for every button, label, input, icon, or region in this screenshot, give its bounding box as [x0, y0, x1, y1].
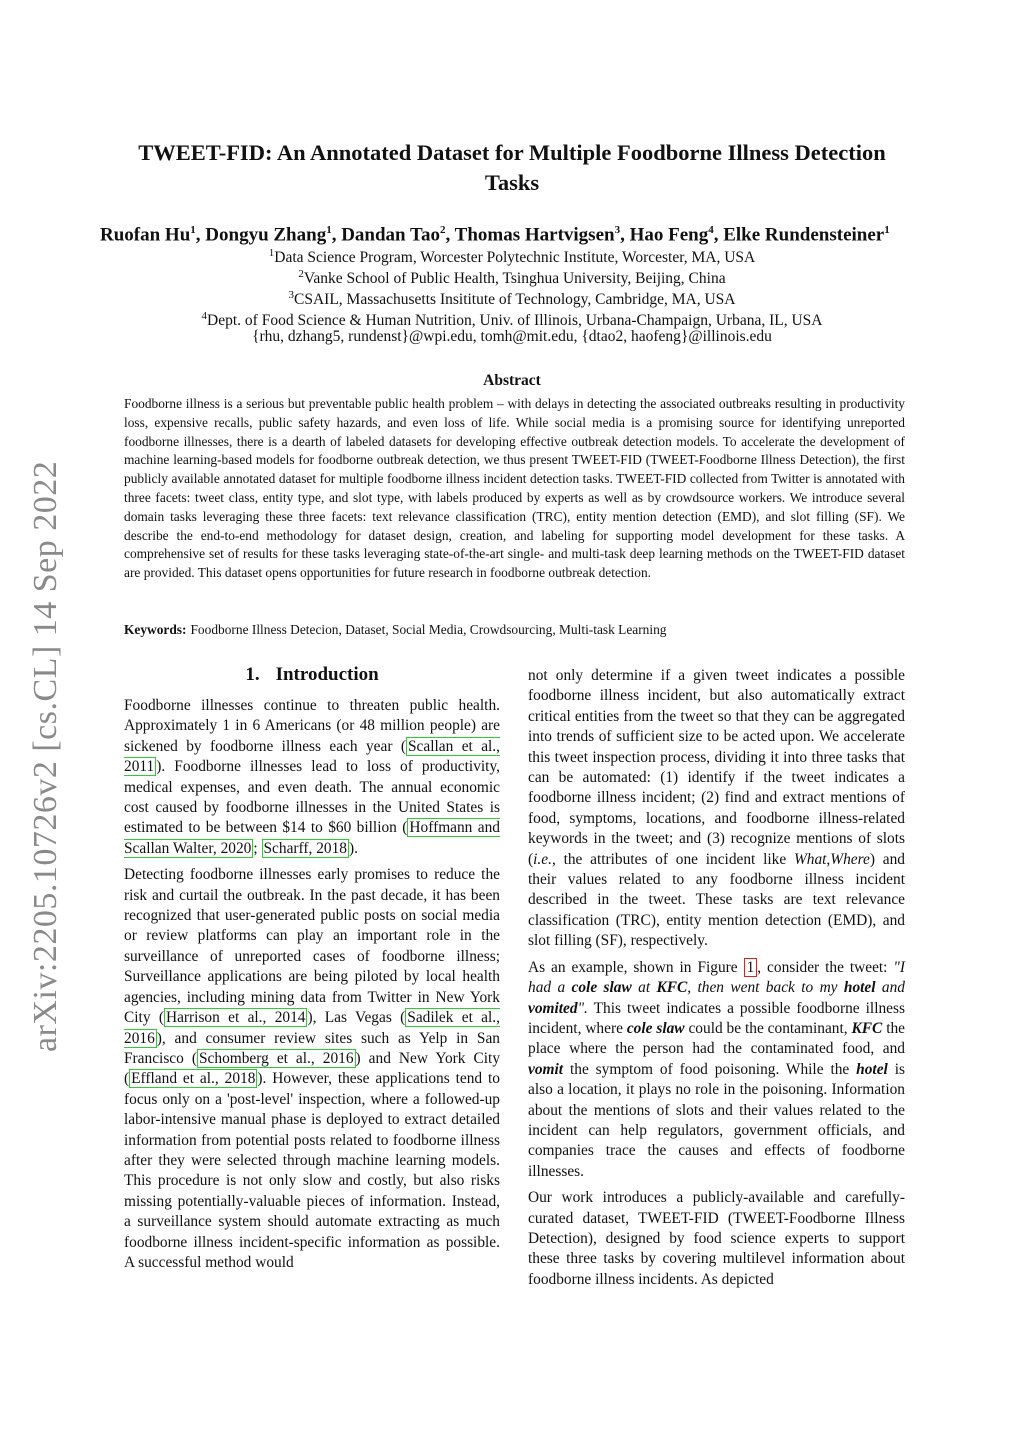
citation-link[interactable]: Hoffmann and Scallan Walter, 2020 [124, 819, 501, 857]
author: Elke Rundensteiner [723, 224, 885, 246]
paragraph: Foodborne illnesses continue to threaten public health. Approximately 1 in 6 Americans (or 48 million people) are sickened by foodborne illness each year ( Scallan et al., 2011 ). Foodborne illnesses lead to loss of productivity, medical expenses, and even death. The annual economic cost caused by foodborne illnesses in the United States is estimated to be between $14 to $60 billion ( Hoffmann and Scallan Walter, 2020 ; Scharff, 2018 ). [124, 697, 501, 857]
citation-link[interactable]: Scallan et al., 2011 [124, 737, 500, 776]
author: Hao Feng [629, 224, 709, 246]
author: Thomas Hartvigsen [454, 224, 615, 246]
figure-reference-link[interactable]: 1 [744, 958, 758, 977]
example-tweet: "I had a cole slaw at KFC, then went back to my hotel and vomited". [528, 958, 905, 1017]
affiliation: $^3$CSAIL, Massachusetts Insititute of Technology, Cambridge, MA, USA [288, 289, 736, 309]
abstract-heading: Abstract [483, 372, 541, 389]
affiliation: $^2$Vanke School of Public Health, Tsinghua University, Beijing, China [298, 268, 726, 288]
citation-link[interactable]: Effland et al., 2018 [131, 1070, 256, 1088]
author: Dandan Tao [341, 224, 440, 246]
section-title: Introduction [275, 664, 379, 685]
paragraph: Our work introduces a publicly-available and carefully-curated dataset, TWEET-FID (TWEET-Foodborne Illness Detection), designed by food science experts to support these three tasks by covering multilevel information about foodborne illness incidents. As depicted [528, 1189, 905, 1288]
citation-link[interactable]: Harrison et al., 2014 [165, 1009, 306, 1027]
paper-title: TWEET-FID: An Annotated Dataset for Multiple Foodborne Illness Detection Tasks [138, 140, 886, 195]
affiliation: $^4$Dept. of Food Science & Human Nutrition, Univ. of Illinois, Urbana-Champaign, Urbana, IL, USA [201, 310, 823, 330]
section-number: 1. [245, 664, 260, 685]
paragraph: As an example, shown in Figure 1 , consider the tweet: "I had a cole slaw at KFC, then went back to my hotel and vomited". This tweet indicates a possible foodborne illness incident, where cole slaw could be the contaminant, KFC the place where the person had the contaminated food, and vomit the symptom of food poisoning. While the hotel is also a location, it plays no role in the poisoning. Information about the mentions of slots and their values related to the incident can help regulators, government officials, and companies trace the causes and effects of foodborne illnesses. [528, 958, 905, 1180]
section-heading [124, 664, 500, 686]
paragraph: not only determine if a given tweet indicates a possible foodborne illness incident, but also automatically extract critical entities from the tweet so that they can be aggregated into trends of sufficient size to be acted upon. We accelerate this tweet inspection process, dividing it into three tasks that can be automated: (1) identify if the tweet indicates a foodborne illness incident; (2) find and extract mentions of food, symptoms, locations, and foodborne illness-related keywords in the tweet; and (3) recognize mentions of slots (i.e., the attributes of one incident like What,Where) and their values related to any foodborne illness incident described in the tweet. These tasks are text relevance classification (TRC), entity mention detection (EMD), and slot filling (SF), respectively. [528, 667, 905, 950]
arxiv-identifier-stamp: arXiv:2205.10726v2 [cs.CL] 14 Sep 2022 [27, 460, 64, 1052]
author: Ruofan Hu [100, 224, 191, 246]
paragraph: Detecting foodborne illnesses early promises to reduce the risk and curtail the outbreak. In the past decade, it has been recognized that user-generated public posts on social media or review platforms can play an important role in the surveillance of unreported cases of foodborne illness; Surveillance applications are being piloted by local health agencies, including mining data from Twitter in New York City ( Harrison et al., 2014 ), Las Vegas ( Sadilek et al., 2016 ), and consumer review sites such as Yelp in San Francisco ( Schomberg et al., 2016 ) and New York City ( Effland et al., 2018 ). However, these applications tend to focus only on a 'post-level' inspection, where a followed-up labor-intensive manual phase is deployed to extract detailed information from potential posts related to foodborne illness after they were selected through machine learning models. This procedure is not only slow and costly, but also risks missing potentially-valuable pieces of information. Instead, a surveillance system should automate extracting as much foodborne illness incident-specific information as possible. A successful method would [124, 866, 501, 1271]
author-emails: {rhu, dzhang5, rundenst}@wpi.edu, tomh@mit.edu, {dtao2, haofeng}@illinois.edu [252, 328, 772, 345]
right-column [528, 666, 905, 1296]
left-column [124, 696, 500, 1279]
author-list: Ruofan Hu$^1$, Dongyu Zhang$^1$, Dandan Tao$^2$, Thomas Hartvigsen$^3$, Hao Feng$^4$, Elke Rundensteiner$^1$ [100, 224, 890, 246]
author: Dongyu Zhang [205, 224, 327, 246]
abstract-body: Foodborne illness is a serious but preventable public health problem – with delays in detecting the associated outbreaks resulting in productivity loss, expensive recalls, public safety hazards, and even loss of life. While social media is a promising source for identifying unreported foodborne illnesses, there is a dearth of labeled datasets for developing effective outbreak detection models. To accelerate the development of machine learning-based models for foodborne outbreak detection, we thus present TWEET-FID (TWEET-Foodborne Illness Detection), the first publicly available annotated dataset for multiple foodborne illness incident detection tasks. TWEET-FID collected from Twitter is annotated with three facets: tweet class, entity type, and slot type, with labels produced by experts as well as by crowdsource workers. We introduce several domain tasks leveraging these three facets: text relevance classification (TRC), entity mention detection (EMD), and slot filling (SF). We describe the end-to-end methodology for dataset design, creation, and labeling for supporting model development for these tasks. A comprehensive set of results for these tasks leveraging state-of-the-art single- and multi-task deep learning methods on the TWEET-FID dataset are provided. This dataset opens opportunities for future research in foodborne outbreak detection. [124, 396, 905, 581]
citation-link[interactable]: Sadilek et al., 2016 [124, 1009, 500, 1047]
keywords [124, 621, 905, 639]
citation-link[interactable]: Schomberg et al., 2016 [198, 1049, 354, 1067]
keywords-text: Foodborne Illness Detecion, Dataset, Social Media, Crowdsourcing, Multi-task Learning [190, 622, 667, 637]
keywords-label: Keywords: [124, 622, 187, 637]
citation-link[interactable]: Scharff, 2018 [263, 839, 347, 857]
affiliation: $^1$Data Science Program, Worcester Polytechnic Institute, Worcester, MA, USA [268, 247, 756, 267]
